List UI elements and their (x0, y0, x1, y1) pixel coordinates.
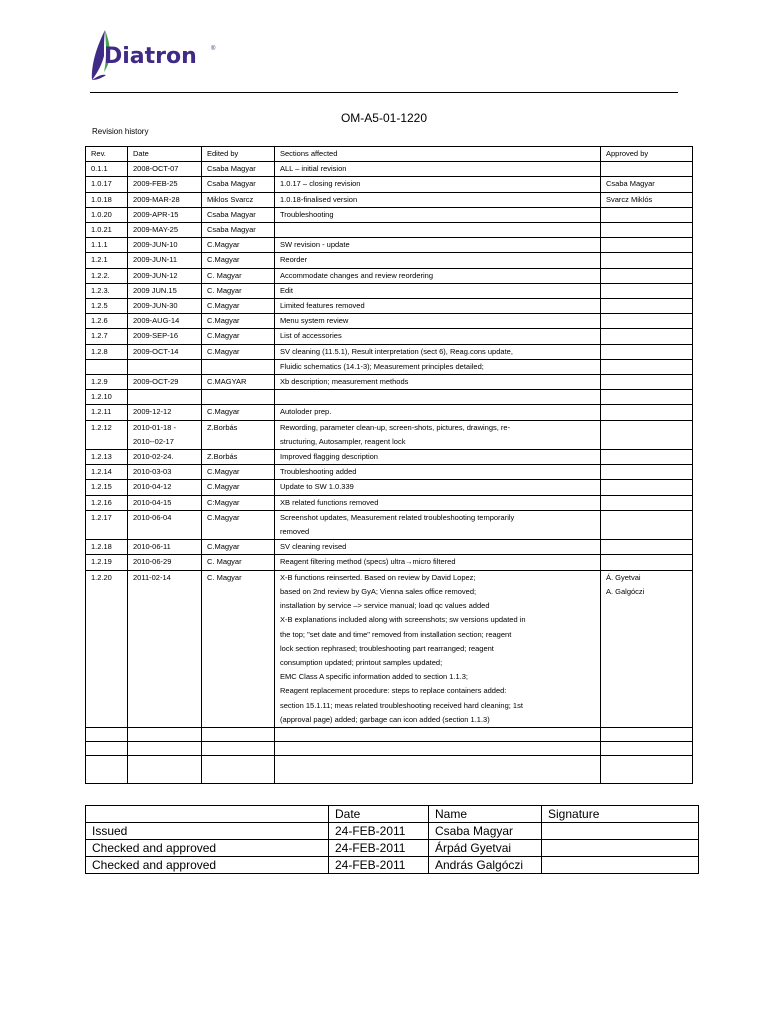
sections-cell: SV cleaning (11.5.1), Result interpretation (sect 6), Reag.cons update, (275, 344, 601, 359)
editor-cell: C. Magyar (202, 555, 275, 570)
rev-cell (86, 727, 128, 741)
editor-cell: C. Magyar (202, 268, 275, 283)
editor-cell: Z.Borbás (202, 450, 275, 465)
sections-cell (275, 742, 601, 756)
rev-cell: 1.2.20 (86, 570, 128, 727)
editor-cell: Miklos Svarcz (202, 192, 275, 207)
date-cell: 2009-JUN-30 (128, 299, 202, 314)
date-cell: 2009-OCT-14 (128, 344, 202, 359)
rev-cell (86, 756, 128, 784)
name-cell: Csaba Magyar (429, 823, 542, 840)
sections-cell: SW revision - update (275, 238, 601, 253)
table-row (86, 359, 693, 374)
date-cell: 2010-02-24. (128, 450, 202, 465)
date-cell (128, 359, 202, 374)
role-cell: Issued (86, 823, 329, 840)
date-cell: 24-FEB-2011 (329, 840, 429, 857)
table-row (86, 162, 693, 177)
approver-cell (601, 329, 693, 344)
date-cell: 2009-JUN-12 (128, 268, 202, 283)
rev-cell: 1.2.14 (86, 465, 128, 480)
editor-cell: Csaba Magyar (202, 207, 275, 222)
rev-cell: 1.2.9 (86, 375, 128, 390)
approver-cell (601, 344, 693, 359)
approver-cell (601, 268, 693, 283)
column-header: Rev. (86, 147, 128, 162)
name-cell: András Galgóczi (429, 857, 542, 874)
approver-cell (601, 390, 693, 405)
rev-cell: 1.2.12 (86, 420, 128, 449)
date-cell: 2009-FEB-25 (128, 177, 202, 192)
approver-cell (601, 756, 693, 784)
editor-cell: C.Magyar (202, 299, 275, 314)
table-row (86, 314, 693, 329)
sections-cell: 1.0.18-finalised version (275, 192, 601, 207)
rev-cell: 1.2.15 (86, 480, 128, 495)
table-row (86, 840, 699, 857)
approver-cell (601, 299, 693, 314)
date-cell: 2010-01-18 - 2010--02-17 (128, 420, 202, 449)
date-cell: 2008-OCT-07 (128, 162, 202, 177)
date-cell (128, 727, 202, 741)
sections-cell: Troubleshooting (275, 207, 601, 222)
table-row (86, 329, 693, 344)
editor-cell: Z.Borbás (202, 420, 275, 449)
rev-cell: 0.1.1 (86, 162, 128, 177)
logo-text: Diatron (104, 44, 197, 69)
role-cell: Checked and approved (86, 840, 329, 857)
sections-cell: List of accessories (275, 329, 601, 344)
approver-cell (601, 283, 693, 298)
approver-cell (601, 742, 693, 756)
approval-signature-table (85, 805, 699, 874)
table-row (86, 480, 693, 495)
approver-cell (601, 207, 693, 222)
rev-cell: 1.0.21 (86, 223, 128, 238)
approver-cell (601, 727, 693, 741)
date-cell: 2009-JUN-10 (128, 238, 202, 253)
table-row (86, 742, 693, 756)
sections-cell: Reagent filtering method (specs) ultra→micro filtered (275, 555, 601, 570)
approver-cell (601, 253, 693, 268)
editor-cell (202, 742, 275, 756)
editor-cell: Csaba Magyar (202, 162, 275, 177)
rev-cell: 1.2.1 (86, 253, 128, 268)
editor-cell: C.Magyar (202, 510, 275, 539)
sections-cell (275, 223, 601, 238)
table-row (86, 177, 693, 192)
approver-cell (601, 375, 693, 390)
document-code: OM-A5-01-1220 (340, 111, 428, 125)
sections-cell (275, 756, 601, 784)
role-cell: Checked and approved (86, 857, 329, 874)
sections-cell (275, 727, 601, 741)
editor-cell (202, 756, 275, 784)
table-row (86, 823, 699, 840)
date-cell: 2009-12-12 (128, 405, 202, 420)
sections-cell: Fluidic schematics (14.1-3); Measurement principles detailed; (275, 359, 601, 374)
sections-cell: Screenshot updates, Measurement related troubleshooting temporarily removed (275, 510, 601, 539)
rev-cell: 1.2.18 (86, 540, 128, 555)
table-row (86, 223, 693, 238)
table-header-row (86, 147, 693, 162)
column-header: Date (128, 147, 202, 162)
approver-cell: Csaba Magyar (601, 177, 693, 192)
editor-cell (202, 727, 275, 741)
rev-cell: 1.2.5 (86, 299, 128, 314)
editor-cell: C. Magyar (202, 570, 275, 727)
table-row (86, 405, 693, 420)
table-row (86, 299, 693, 314)
date-cell: 2009-OCT-29 (128, 375, 202, 390)
table-row (86, 727, 693, 741)
date-cell: 2009-MAY-25 (128, 223, 202, 238)
date-cell: 2009-MAR-28 (128, 192, 202, 207)
editor-cell: Csaba Magyar (202, 223, 275, 238)
approver-cell (601, 405, 693, 420)
rev-cell (86, 742, 128, 756)
table-row (86, 238, 693, 253)
approver-cell (601, 495, 693, 510)
date-cell: 2009-AUG-14 (128, 314, 202, 329)
editor-cell: C.Magyar (202, 253, 275, 268)
sections-cell: 1.0.17 – closing revision (275, 177, 601, 192)
column-header: Sections affected (275, 147, 601, 162)
table-row (86, 207, 693, 222)
table-header-row (86, 806, 699, 823)
signature-cell (542, 857, 699, 874)
column-header: Approved by (601, 147, 693, 162)
rev-cell: 1.0.17 (86, 177, 128, 192)
table-row (86, 192, 693, 207)
rev-cell: 1.2.10 (86, 390, 128, 405)
editor-cell: C.Magyar (202, 540, 275, 555)
date-cell: 2010-06-11 (128, 540, 202, 555)
registered-mark: ® (211, 46, 216, 52)
approver-cell (601, 420, 693, 449)
table-row (86, 540, 693, 555)
date-cell: 24-FEB-2011 (329, 823, 429, 840)
editor-cell: C.MAGYAR (202, 375, 275, 390)
revision-history-table (85, 146, 693, 784)
table-row (86, 390, 693, 405)
editor-cell: Csaba Magyar (202, 177, 275, 192)
signature-cell (542, 840, 699, 857)
approver-cell (601, 314, 693, 329)
approver-cell (601, 450, 693, 465)
column-header (86, 806, 329, 823)
date-cell (128, 742, 202, 756)
approver-cell (601, 359, 693, 374)
date-cell: 2009 JUN.15 (128, 283, 202, 298)
sections-cell: Menu system review (275, 314, 601, 329)
rev-cell: 1.2.11 (86, 405, 128, 420)
table-row (86, 756, 693, 784)
sections-cell: Limited features removed (275, 299, 601, 314)
editor-cell: C:Magyar (202, 495, 275, 510)
table-row (86, 344, 693, 359)
table-row (86, 570, 693, 727)
sections-cell: SV cleaning revised (275, 540, 601, 555)
table-row (86, 283, 693, 298)
editor-cell: C. Magyar (202, 283, 275, 298)
date-cell: 2010-06-04 (128, 510, 202, 539)
editor-cell: C.Magyar (202, 314, 275, 329)
rev-cell: 1.2.2. (86, 268, 128, 283)
date-cell: 2009-JUN-11 (128, 253, 202, 268)
editor-cell: C.Magyar (202, 480, 275, 495)
sections-cell: ALL – initial revision (275, 162, 601, 177)
editor-cell (202, 359, 275, 374)
approver-cell (601, 480, 693, 495)
approver-cell (601, 555, 693, 570)
date-cell: 2010-06-29 (128, 555, 202, 570)
table-row (86, 375, 693, 390)
signature-cell (542, 823, 699, 840)
rev-cell: 1.2.3. (86, 283, 128, 298)
rev-cell: 1.2.13 (86, 450, 128, 465)
column-header: Date (329, 806, 429, 823)
rev-cell: 1.2.16 (86, 495, 128, 510)
header-rule (90, 92, 678, 93)
rev-cell (86, 359, 128, 374)
rev-cell: 1.2.19 (86, 555, 128, 570)
table-row (86, 420, 693, 449)
sections-cell: Troubleshooting added (275, 465, 601, 480)
editor-cell: C.Magyar (202, 238, 275, 253)
approver-cell: Á. Gyetvai A. Galgóczi (601, 570, 693, 727)
date-cell (128, 390, 202, 405)
sections-cell: XB related functions removed (275, 495, 601, 510)
date-cell: 2011-02-14 (128, 570, 202, 727)
table-row (86, 510, 693, 539)
date-cell: 2010-04-12 (128, 480, 202, 495)
editor-cell (202, 390, 275, 405)
sections-cell: Rewording, parameter clean-up, screen-shots, pictures, drawings, re- structuring, Autosampler, reagent lock (275, 420, 601, 449)
column-header: Signature (542, 806, 699, 823)
sections-cell (275, 390, 601, 405)
approver-cell: Svarcz Miklós (601, 192, 693, 207)
rev-cell: 1.2.8 (86, 344, 128, 359)
column-header: Name (429, 806, 542, 823)
rev-cell: 1.1.1 (86, 238, 128, 253)
approver-cell (601, 510, 693, 539)
rev-cell: 1.2.17 (86, 510, 128, 539)
rev-cell: 1.0.20 (86, 207, 128, 222)
sections-cell: Reorder (275, 253, 601, 268)
approver-cell (601, 540, 693, 555)
column-header: Edited by (202, 147, 275, 162)
table-row (86, 857, 699, 874)
date-cell: 2009-APR-15 (128, 207, 202, 222)
rev-cell: 1.0.18 (86, 192, 128, 207)
sections-cell: Autoloder prep. (275, 405, 601, 420)
editor-cell: C.Magyar (202, 344, 275, 359)
table-row (86, 450, 693, 465)
date-cell: 24-FEB-2011 (329, 857, 429, 874)
table-row (86, 465, 693, 480)
sections-cell: Accommodate changes and review reordering (275, 268, 601, 283)
sections-cell: Update to SW 1.0.339 (275, 480, 601, 495)
sections-cell: X-B functions reinserted. Based on review by David Lopez; based on 2nd review by GyA; Vienna sales office removed; installation by service –> service manual; load qc values added X-B explanations included along with screenshots; sw versions updated in the top; "set date and time" removed from installation section; reagent lock section rephrased; troubleshooting part rearranged; reagent consumption updated; printout samples updated; EMC Class A specific information added to section 1.1.3; Reagent replacement procedure: steps to replace containers added: section 15.1.11; meas related troubleshooting received hard cleaning; 1st (approval page) added; garbage can icon added (section 1.1.3) (275, 570, 601, 727)
approver-cell (601, 162, 693, 177)
section-title: Revision history (92, 127, 149, 136)
table-row (86, 268, 693, 283)
rev-cell: 1.2.6 (86, 314, 128, 329)
date-cell: 2010-04-15 (128, 495, 202, 510)
date-cell: 2010-03-03 (128, 465, 202, 480)
approver-cell (601, 465, 693, 480)
editor-cell: C.Magyar (202, 329, 275, 344)
date-cell: 2009-SEP-16 (128, 329, 202, 344)
rev-cell: 1.2.7 (86, 329, 128, 344)
name-cell: Árpád Gyetvai (429, 840, 542, 857)
date-cell (128, 756, 202, 784)
table-row (86, 555, 693, 570)
sections-cell: Improved flagging description (275, 450, 601, 465)
approver-cell (601, 238, 693, 253)
sections-cell: Edit (275, 283, 601, 298)
approver-cell (601, 223, 693, 238)
table-row (86, 253, 693, 268)
editor-cell: C.Magyar (202, 465, 275, 480)
editor-cell: C.Magyar (202, 405, 275, 420)
table-row (86, 495, 693, 510)
sections-cell: Xb description; measurement methods (275, 375, 601, 390)
